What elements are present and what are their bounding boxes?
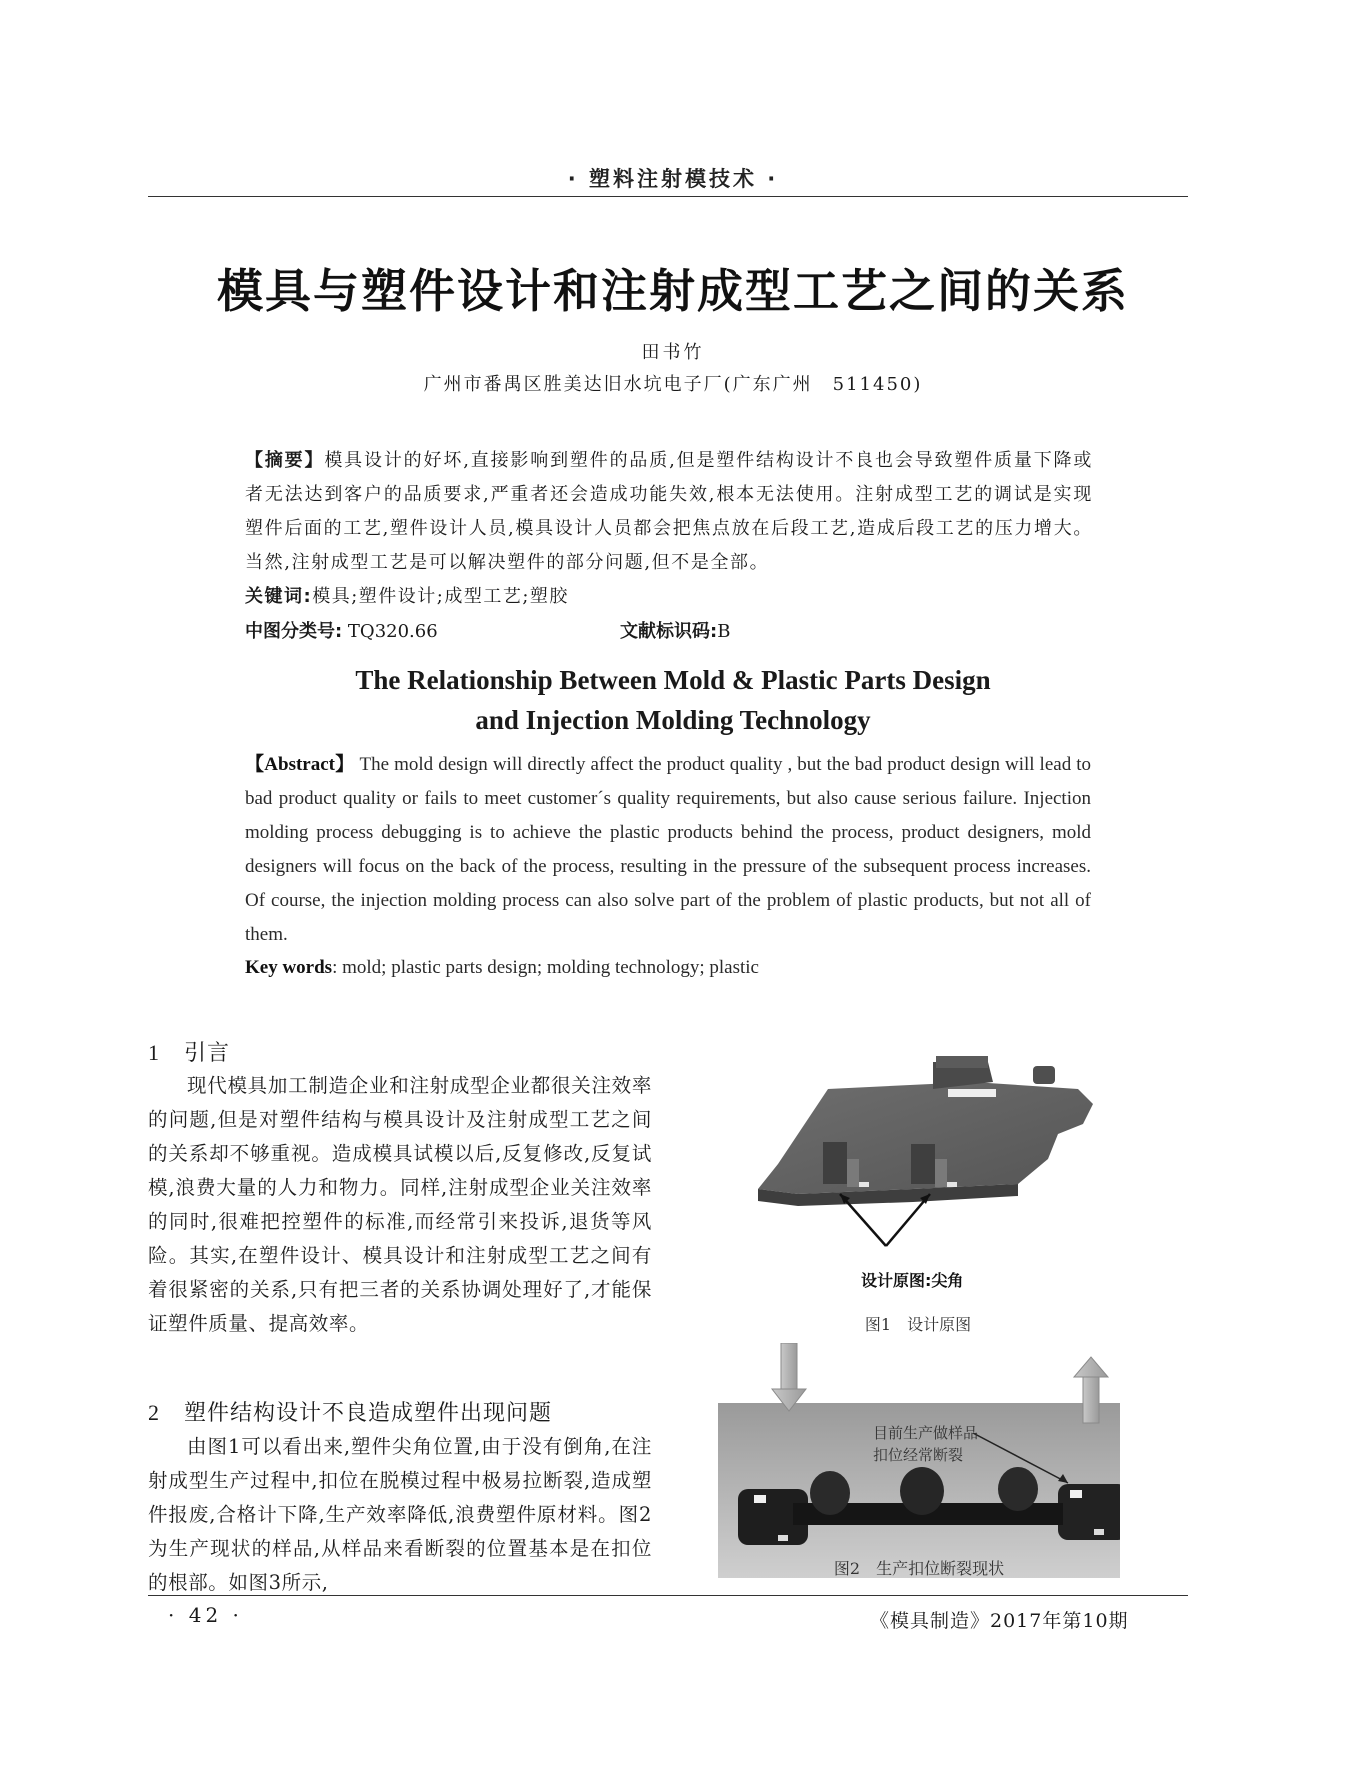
keywords-cn: [245, 582, 569, 608]
section-1-title: 引言: [184, 1041, 231, 1066]
boss-1: [810, 1471, 850, 1515]
keywords-cn-text: 模具;塑件设计;成型工艺;塑胶: [312, 586, 569, 607]
document-code: [620, 617, 730, 643]
abstract-cn: [245, 444, 1093, 580]
header-rule: [148, 196, 1188, 197]
clc-value: TQ320.66: [342, 621, 438, 642]
author-name: 田书竹: [641, 342, 705, 363]
paper-title-en: [0, 660, 1346, 740]
author-affiliation: 广州市番禺区胜美达旧水坑电子厂(广东广州 511450): [423, 374, 923, 395]
footer-rule: [148, 1595, 1188, 1596]
section-2-heading: [148, 1396, 552, 1427]
doc-code-label: 文献标识码:: [620, 621, 718, 642]
paper-title: 模具与塑件设计和注射成型工艺之间的关系: [217, 264, 1129, 318]
section-2-body: [148, 1430, 652, 1600]
boss-3: [998, 1467, 1038, 1511]
boss-2: [900, 1467, 944, 1515]
figure-2-note: [873, 1422, 978, 1466]
snap-hook-right-side: [935, 1159, 947, 1187]
snap-slot-left: [859, 1182, 869, 1187]
snap-slot-right: [947, 1182, 957, 1187]
running-head: · 塑料注射模技术 ·: [567, 167, 779, 191]
figure-1: [718, 1034, 1118, 1294]
title-en-line2: and Injection Molding Technology: [475, 705, 871, 735]
abstract-cn-label: 【摘要】: [245, 450, 325, 471]
snap-hook-right: [911, 1144, 935, 1184]
abstract-en: [245, 748, 1091, 952]
abstract-en-text: The mold design will directly affect the product quality , but the bad product design will lead to bad product quality or fails to meet customer´s quality requirements, but also cause serious failure. Injection molding process debugging is to achieve the plastic products behind the process, product designers, mold designers will focus on the back of the process, resulting in the pressure of the subsequent process increases. Of course, the injection molding process can also solve part of the problem of plastic products, but not all of them.: [245, 754, 1091, 945]
keywords-en: [245, 957, 759, 979]
figure-2-note-line2: 扣位经常断裂: [873, 1446, 964, 1464]
section-1-body: [148, 1069, 652, 1341]
figure-2-note-line1: 目前生产做样品: [873, 1424, 979, 1442]
up-arrow-head: [1074, 1357, 1108, 1377]
clc-label: 中图分类号:: [245, 621, 343, 642]
clip-left-lower: [778, 1535, 788, 1541]
figure-1-render: [718, 1034, 1118, 1294]
up-arrow-shaft: [1083, 1375, 1099, 1423]
journal-issue: 《模具制造》2017年第10期: [870, 1610, 1129, 1632]
clip-left: [754, 1495, 766, 1503]
corner-boss: [1033, 1066, 1055, 1084]
top-snap-tab-face: [936, 1056, 988, 1068]
clip-right-lower: [1094, 1529, 1104, 1535]
snap-hook-left: [823, 1142, 847, 1184]
top-snap-slot: [948, 1089, 996, 1097]
figure-1-label: 设计原图:尖角: [861, 1271, 964, 1290]
clc-number: [245, 617, 438, 643]
abstract-en-label: 【Abstract】: [245, 754, 355, 775]
down-arrow-shaft: [781, 1343, 797, 1391]
figure-1-caption: 图1 设计原图: [864, 1315, 972, 1334]
page-number: · 42 ·: [168, 1603, 243, 1627]
section-1-paragraph: 现代模具加工制造企业和注射成型企业都很关注效率的问题,但是对塑件结构与模具设计及注射成型工艺之间的关系却不够重视。造成模具试模以后,反复修改,反复试模,浪费大量的人力和物力。同样,注射成型企业关注效率的同时,很难把控塑件的标准,而经常引来投诉,退货等风险。其实,在塑件设计、模具设计和注射成型工艺之间有着很紧密的关系,只有把三者的关系协调处理好了,才能保证塑件质量、提高效率。: [148, 1074, 652, 1335]
doc-code-value: B: [717, 621, 731, 642]
figure-2: [718, 1343, 1120, 1578]
section-2-number: 2: [148, 1400, 160, 1425]
keywords-cn-label: 关键词:: [245, 586, 313, 607]
title-en-line1: The Relationship Between Mold & Plastic Parts Design: [355, 665, 991, 695]
snap-hook-left-side: [847, 1159, 859, 1187]
part-right-pad: [1058, 1484, 1120, 1540]
keywords-en-label: Key words: [245, 957, 333, 978]
section-2-paragraph: 由图1可以看出来,塑件尖角位置,由于没有倒角,在注射成型生产过程中,扣位在脱模过程中极易拉断裂,造成塑件报废,合格计下降,生产效率降低,浪费塑件原材料。图2为生产现状的样品,从样品来看断裂的位置基本是在扣位的根部。如图3所示,: [148, 1435, 652, 1594]
abstract-cn-text: 模具设计的好坏,直接影响到塑件的品质,但是塑件结构设计不良也会导致塑件质量下降或者无法达到客户的品质要求,严重者还会造成功能失效,根本无法使用。注射成型工艺的调试是实现塑件后面的工艺,塑件设计人员,模具设计人员都会把焦点放在后段工艺,造成后段工艺的压力增大。当然,注射成型工艺是可以解决塑件的部分问题,但不是全部。: [245, 450, 1093, 573]
section-1-heading: [148, 1036, 230, 1067]
clip-right: [1070, 1490, 1082, 1498]
section-2-title: 塑件结构设计不良造成塑件出现问题: [184, 1401, 553, 1426]
keywords-en-text: : mold; plastic parts design; molding technology; plastic: [332, 957, 759, 978]
figure-2-caption: 图2 生产扣位断裂现状: [833, 1559, 1005, 1578]
section-1-number: 1: [148, 1040, 160, 1065]
